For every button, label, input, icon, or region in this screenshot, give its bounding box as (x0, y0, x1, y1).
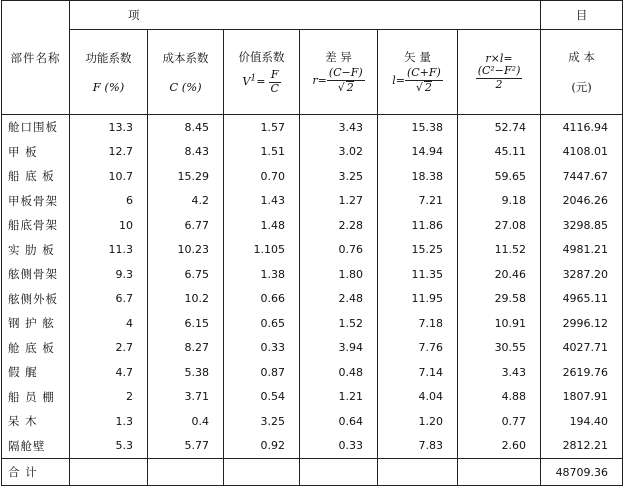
cost-coef-value: 15.29 (148, 164, 224, 189)
value-coef-value: 1.48 (224, 213, 300, 238)
function-value: 6 (70, 189, 148, 214)
table-row (2, 262, 623, 287)
value-coef-value: 0.54 (224, 385, 300, 410)
table-row (2, 385, 623, 410)
cost-value: 4965.11 (541, 287, 623, 312)
part-name: 甲 板 (2, 140, 70, 165)
cost-value: 1807.91 (541, 385, 623, 410)
total-empty-cell (70, 459, 148, 486)
cost-coef-value: 6.77 (148, 213, 224, 238)
difference-value: 1.80 (300, 262, 378, 287)
cost-coef-value: 6.15 (148, 311, 224, 336)
value-coef-value: 0.70 (224, 164, 300, 189)
function-value: 1.3 (70, 409, 148, 434)
vector-value: 7.83 (378, 434, 458, 459)
cost-value: 2046.26 (541, 189, 623, 214)
total-empty-cell (224, 459, 300, 486)
cost-coef-value: 4.2 (148, 189, 224, 214)
cost-coef-value: 5.38 (148, 360, 224, 385)
part-name: 钢 护 舷 (2, 311, 70, 336)
cost-coef-value: 0.4 (148, 409, 224, 434)
column-header-part-name: 部件名称 (2, 1, 70, 115)
function-value: 6.7 (70, 287, 148, 312)
value-coef-value: 1.57 (224, 115, 300, 140)
column-header-value-coef: 价值系数 $V^1=$ $\frac{F}{C}$ (224, 30, 300, 115)
difference-value: 3.25 (300, 164, 378, 189)
column-header-cost-yuan: 成 本 (元) (541, 30, 623, 115)
total-empty-cell (458, 459, 541, 486)
cost-coef-value: 8.45 (148, 115, 224, 140)
cost-coef-value: 8.43 (148, 140, 224, 165)
total-empty-cell (148, 459, 224, 486)
column-header-difference: 差 异 r= $\frac{(C-F)}{√ 2}$ (300, 30, 378, 115)
difference-value: 2.48 (300, 287, 378, 312)
column-header-vector: 矢 量 l= $\frac{(C+F)}{√ 2}$ (378, 30, 458, 115)
product-value: 4.88 (458, 385, 541, 410)
cost-value: 4981.21 (541, 238, 623, 263)
vector-value: 15.38 (378, 115, 458, 140)
value-coef-value: 3.25 (224, 409, 300, 434)
table-row (2, 213, 623, 238)
cost-coef-value: 6.75 (148, 262, 224, 287)
vector-value: 11.35 (378, 262, 458, 287)
cost-value: 7447.67 (541, 164, 623, 189)
function-value: 12.7 (70, 140, 148, 165)
value-coef-value: 0.87 (224, 360, 300, 385)
part-name: 实 肋 板 (2, 238, 70, 263)
cost-value: 3287.20 (541, 262, 623, 287)
cost-value: 4027.71 (541, 336, 623, 361)
product-value: 10.91 (458, 311, 541, 336)
product-value: 27.08 (458, 213, 541, 238)
value-coef-value: 1.51 (224, 140, 300, 165)
part-name: 舱 底 板 (2, 336, 70, 361)
function-value: 10 (70, 213, 148, 238)
total-empty-cell (378, 459, 458, 486)
table-row (2, 336, 623, 361)
part-name: 甲板骨架 (2, 189, 70, 214)
cost-coef-value: 10.23 (148, 238, 224, 263)
cost-value: 4116.94 (541, 115, 623, 140)
difference-value: 1.21 (300, 385, 378, 410)
group-header-left: 项 (70, 1, 541, 30)
part-name: 舷侧外板 (2, 287, 70, 312)
table-row (2, 360, 623, 385)
table-row (2, 409, 623, 434)
product-value: 45.11 (458, 140, 541, 165)
total-cost-value: 48709.36 (541, 459, 623, 486)
value-coef-value: 0.65 (224, 311, 300, 336)
vector-value: 7.14 (378, 360, 458, 385)
cost-value: 194.40 (541, 409, 623, 434)
value-coef-value: 1.43 (224, 189, 300, 214)
function-value: 4.7 (70, 360, 148, 385)
total-empty-cell (300, 459, 378, 486)
value-analysis-table (1, 0, 623, 486)
difference-value: 1.52 (300, 311, 378, 336)
vector-value: 4.04 (378, 385, 458, 410)
difference-value: 0.76 (300, 238, 378, 263)
product-value: 0.77 (458, 409, 541, 434)
value-coef-value: 1.38 (224, 262, 300, 287)
column-header-function: 功能系数 F (%) (70, 30, 148, 115)
part-name: 隔舱壁 (2, 434, 70, 459)
vector-value: 15.25 (378, 238, 458, 263)
difference-value: 3.02 (300, 140, 378, 165)
difference-value: 1.27 (300, 189, 378, 214)
cost-coef-value: 5.77 (148, 434, 224, 459)
column-header-product: r×l= $\frac{\text{(C²−F²)}}{2}$ (458, 30, 541, 115)
cost-value: 2812.21 (541, 434, 623, 459)
table-row (2, 287, 623, 312)
part-name: 呆 木 (2, 409, 70, 434)
function-value: 13.3 (70, 115, 148, 140)
difference-value: 3.43 (300, 115, 378, 140)
total-label: 合 计 (2, 459, 70, 486)
value-coef-value: 0.33 (224, 336, 300, 361)
table-row (2, 434, 623, 459)
vector-value: 7.76 (378, 336, 458, 361)
table-row (2, 189, 623, 214)
vector-value: 7.21 (378, 189, 458, 214)
function-value: 9.3 (70, 262, 148, 287)
cost-coef-value: 10.2 (148, 287, 224, 312)
vector-value: 11.95 (378, 287, 458, 312)
function-value: 2 (70, 385, 148, 410)
function-value: 2.7 (70, 336, 148, 361)
vector-value: 14.94 (378, 140, 458, 165)
value-coef-value: 0.66 (224, 287, 300, 312)
vector-value: 11.86 (378, 213, 458, 238)
difference-value: 2.28 (300, 213, 378, 238)
product-value: 52.74 (458, 115, 541, 140)
table-row (2, 140, 623, 165)
table-row (2, 115, 623, 140)
vector-value: 1.20 (378, 409, 458, 434)
column-header-cost-coef: 成本系数 C (%) (148, 30, 224, 115)
part-name: 舷侧骨架 (2, 262, 70, 287)
product-value: 29.58 (458, 287, 541, 312)
product-value: 9.18 (458, 189, 541, 214)
vector-value: 18.38 (378, 164, 458, 189)
function-value: 4 (70, 311, 148, 336)
part-name: 船 底 板 (2, 164, 70, 189)
vector-value: 7.18 (378, 311, 458, 336)
cost-coef-value: 3.71 (148, 385, 224, 410)
part-name: 舱口围板 (2, 115, 70, 140)
difference-value: 3.94 (300, 336, 378, 361)
product-value: 3.43 (458, 360, 541, 385)
function-value: 5.3 (70, 434, 148, 459)
group-header-right: 目 (541, 1, 623, 30)
cost-value: 4108.01 (541, 140, 623, 165)
table-row (2, 238, 623, 263)
cost-value: 2996.12 (541, 311, 623, 336)
product-value: 30.55 (458, 336, 541, 361)
product-value: 20.46 (458, 262, 541, 287)
part-name: 假 艉 (2, 360, 70, 385)
function-value: 10.7 (70, 164, 148, 189)
part-name: 船底骨架 (2, 213, 70, 238)
difference-value: 0.33 (300, 434, 378, 459)
value-coef-value: 1.105 (224, 238, 300, 263)
function-value: 11.3 (70, 238, 148, 263)
cost-coef-value: 8.27 (148, 336, 224, 361)
part-name: 船 员 棚 (2, 385, 70, 410)
product-value: 59.65 (458, 164, 541, 189)
product-value: 11.52 (458, 238, 541, 263)
table-row (2, 164, 623, 189)
value-coef-value: 0.92 (224, 434, 300, 459)
difference-value: 0.64 (300, 409, 378, 434)
difference-value: 0.48 (300, 360, 378, 385)
product-value: 2.60 (458, 434, 541, 459)
cost-value: 3298.85 (541, 213, 623, 238)
total-row (2, 459, 623, 486)
cost-value: 2619.76 (541, 360, 623, 385)
table-row (2, 311, 623, 336)
